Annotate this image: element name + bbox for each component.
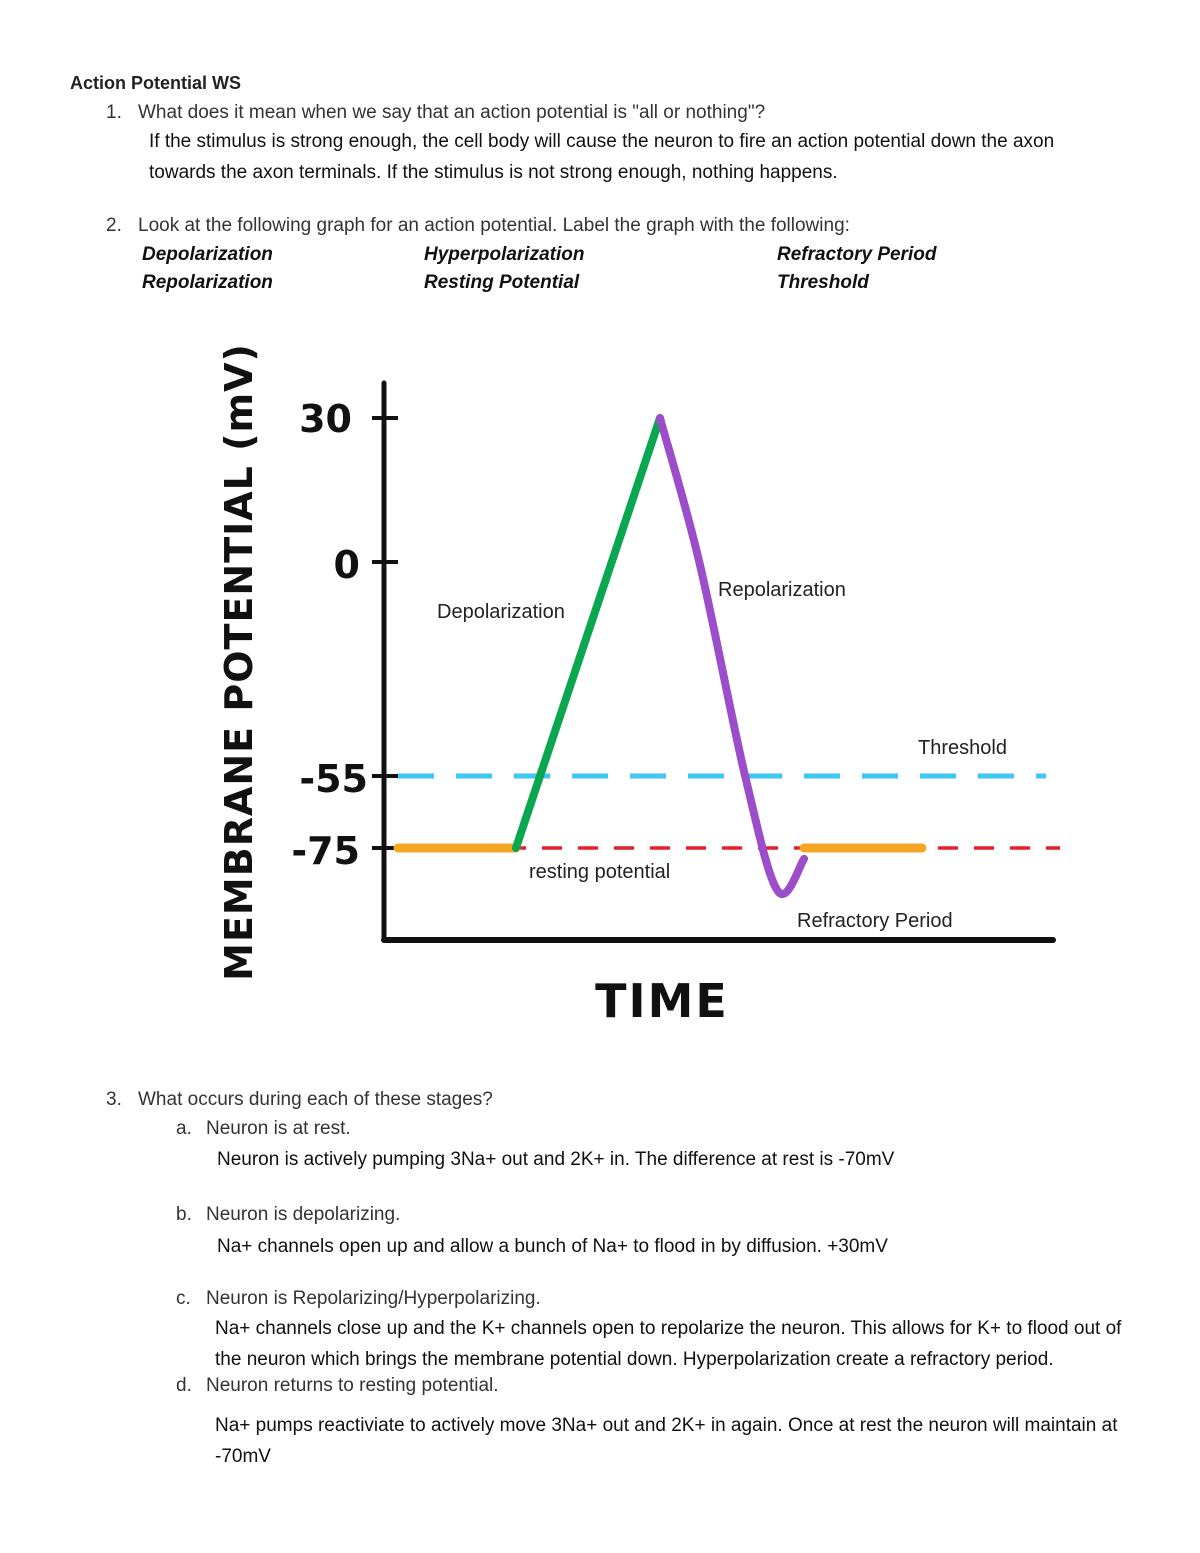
- label-repolarization: Repolarization: [718, 579, 846, 601]
- sub-prompt: Neuron returns to resting potential.: [206, 1375, 499, 1396]
- y-tick-label-minus-75: -75: [291, 829, 360, 873]
- y-tick-label-30: 30: [299, 397, 352, 441]
- sub-prompt: Neuron is Repolarizing/Hyperpolarizing.: [206, 1288, 541, 1309]
- label-refractory-period: Refractory Period: [797, 910, 953, 932]
- y-axis-label: MEMBRANE POTENTIAL (mV): [217, 343, 261, 981]
- question-text: What occurs during each of these stages?: [138, 1089, 493, 1110]
- question-3: [106, 1089, 493, 1111]
- sub-letter: d.: [176, 1375, 192, 1396]
- y-tick-label-minus-55: -55: [299, 757, 368, 801]
- label-depolarization: Depolarization: [437, 601, 565, 623]
- question-number: 1.: [106, 102, 122, 123]
- question-number: 3.: [106, 1089, 122, 1110]
- label-threshold: Threshold: [918, 737, 1007, 759]
- answer-c-line-1: Na+ channels close up and the K+ channels open to repolarize the neuron. This allows for K+ to flood out of: [215, 1318, 1122, 1339]
- label-resting-potential: resting potential: [529, 861, 671, 883]
- answer-1-line-1: If the stimulus is strong enough, the cell body will cause the neuron to fire an action potential down the axon: [149, 131, 1055, 152]
- question-text: Look at the following graph for an action potential. Label the graph with the following:: [138, 215, 850, 236]
- answer-b: Na+ channels open up and allow a bunch of Na+ to flood in by diffusion. +30mV: [217, 1236, 888, 1257]
- sub-question-c: [176, 1288, 541, 1310]
- worksheet-title: Action Potential WS: [70, 73, 241, 93]
- sub-question-b: [176, 1204, 400, 1226]
- sub-prompt: Neuron is at rest.: [206, 1118, 351, 1139]
- term-resting-potential: Resting Potential: [424, 272, 580, 293]
- sub-prompt: Neuron is depolarizing.: [206, 1204, 401, 1225]
- term-repolarization: Repolarization: [142, 272, 273, 293]
- term-threshold: Threshold: [777, 272, 869, 293]
- sub-letter: b.: [176, 1204, 192, 1225]
- term-refractory-period: Refractory Period: [777, 244, 937, 265]
- depolarization-segment: [516, 418, 660, 848]
- repolarization-segment: [660, 418, 804, 894]
- answer-d-line-1: Na+ pumps reactiviate to actively move 3Na+ out and 2K+ in again. Once at rest the neuron will maintain at: [215, 1415, 1118, 1436]
- sub-question-a: [176, 1118, 351, 1140]
- answer-c-line-2: the neuron which brings the membrane potential down. Hyperpolarization create a refractory period.: [215, 1349, 1054, 1370]
- sub-letter: c.: [176, 1288, 191, 1309]
- answer-a: Neuron is actively pumping 3Na+ out and 2K+ in. The difference at rest is -70mV: [217, 1149, 895, 1170]
- sub-question-d: [176, 1375, 499, 1397]
- x-axis-label: TIME: [595, 974, 729, 1028]
- y-tick-label-0: 0: [333, 543, 360, 587]
- term-hyperpolarization: Hyperpolarization: [424, 244, 585, 265]
- question-text: What does it mean when we say that an action potential is "all or nothing"?: [138, 102, 766, 123]
- term-depolarization: Depolarization: [142, 244, 273, 265]
- sub-letter: a.: [176, 1118, 192, 1139]
- answer-d-line-2: -70mV: [215, 1446, 271, 1467]
- answer-1-line-2: towards the axon terminals. If the stimulus is not strong enough, nothing happens.: [149, 162, 838, 183]
- question-number: 2.: [106, 215, 122, 236]
